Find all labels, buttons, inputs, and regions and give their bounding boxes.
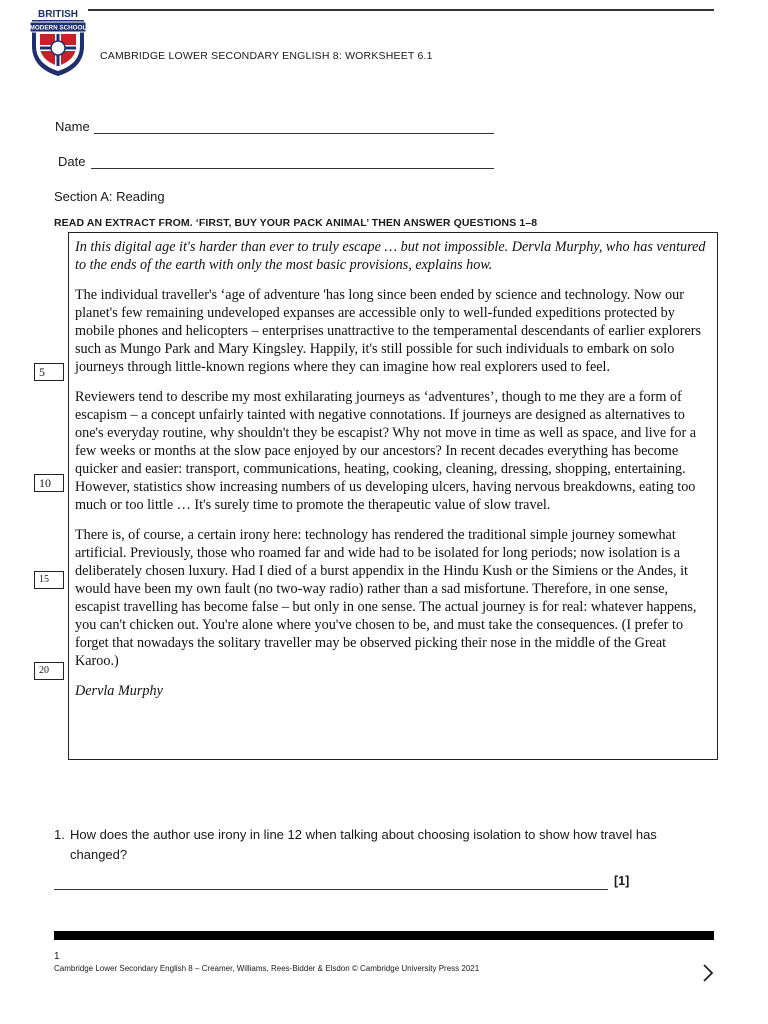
logo-title-text: BRITISH: [38, 9, 78, 20]
question-1: [54, 825, 714, 865]
date-input-line[interactable]: [91, 168, 494, 169]
copyright-text: Cambridge Lower Secondary English 8 – Creamer, Williams, Rees-Bidder & Elsdon © Cambridge University Press 2021: [54, 964, 480, 973]
header-rule: [88, 9, 714, 11]
extract-paragraph-2: Reviewers tend to describe my most exhilarating journeys as ‘adventures’, though to me they are a form of escapism – a concept unfairly tainted with negative connotations. If journeys are designed as alternatives to one's everyday routine, why shouldn't they be escapist? Why not move in time as well as space, and live for a few weeks or months at the slow pace enjoyed by our ancestors? In recent decades everything has become quicker and easier: transport, communications, heating, cooking, cleaning, dressing, shopping, entertaining. However, statistics show increasing numbers of us developing ulcers, having nervous breakdowns, eating too much or too little … It's surely time to promote the therapeutic value of slow travel.: [75, 389, 697, 513]
extract-intro: In this digital age it's harder than ever to truly escape … but not impossible. Dervla Murphy, who has ventured to the ends of the earth with only the most basic provisions, explains how.: [75, 239, 706, 273]
footer-rule: [54, 931, 714, 940]
reading-instruction: READ AN EXTRACT FROM. ‘FIRST, BUY YOUR PACK ANIMAL’ THEN ANSWER QUESTIONS 1–8: [54, 217, 538, 229]
extract-paragraph-1: The individual traveller's ‘age of adventure 'has long since been ended by science and technology. Now our planet's few remaining undeveloped expanses are accessible only to well-funded expeditions protected by mobile phones and helicopters – enterprises unattractive to the temperamental descendants of earlier explorers such as Mungo Park and Mary Kingsley. Happily, it's still possible for such individuals to embark on solo journeys through little-known regions where they can imagine how real explorers used to feel.: [75, 287, 701, 375]
line-number-5: 5: [34, 363, 64, 381]
worksheet-title: CAMBRIDGE LOWER SECONDARY ENGLISH 8: WORKSHEET 6.1: [100, 50, 433, 62]
extract-paragraph-3: There is, of course, a certain irony here: technology has rendered the traditional simple journey somewhat artificial. Previously, those who roamed far and wide had to be isolated for long periods; now isolation is a deliberately chosen luxury. Had I died of a burst appendix in the Hindu Kush or the Simiens or the Andes, it would have been my own fault (no two-way radio) rather than a sad misfortune. Therefore, in one sense, escapist travelling has become false – but only in one sense. The actual journey is for real: whatever happens, you can't chicken out. You're alone where you've chosen to be, and must take the consequences. (I prefer to forget that nowadays the solitary traveller may be observed picking their nose in the middle of the Great Karoo.): [75, 527, 697, 669]
reading-extract: [68, 232, 718, 760]
name-label: Name: [55, 119, 90, 134]
question-number: 1.: [54, 827, 65, 842]
answer-input-line[interactable]: [54, 889, 608, 890]
chevron-right-icon[interactable]: [700, 962, 716, 984]
date-label: Date: [58, 154, 86, 169]
question-marks: [1]: [614, 874, 630, 888]
line-number-15: 15: [34, 571, 64, 589]
name-input-line[interactable]: [94, 133, 494, 134]
school-crest-logo: [28, 6, 88, 78]
section-title: Section A: Reading: [54, 189, 165, 204]
question-text: How does the author use irony in line 12 when talking about choosing isolation to show how travel has changed?: [70, 827, 657, 862]
extract-author: Dervla Murphy: [75, 683, 163, 699]
line-number-20: 20: [34, 662, 64, 680]
page-number: 1: [54, 951, 60, 962]
logo-banner-text: MODERN SCHOOL: [29, 24, 87, 32]
line-number-10: 10: [34, 474, 64, 492]
